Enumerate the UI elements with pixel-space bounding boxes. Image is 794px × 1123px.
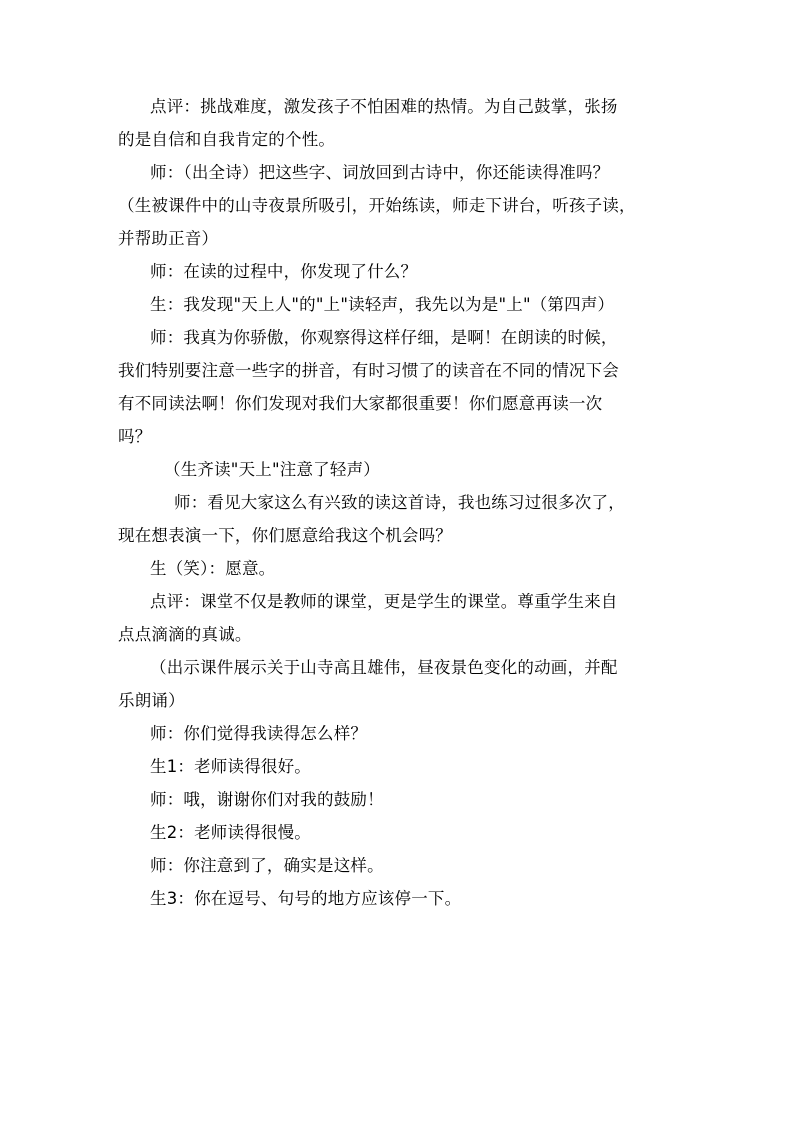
text-line: 生（笑）：愿意。 xyxy=(150,559,276,578)
text-line: 生2：老师读得很慢。 xyxy=(150,823,311,842)
text-line: 并帮助正音） xyxy=(118,229,219,248)
text-line: （出示课件展示关于山寺高且雄伟，昼夜景色变化的动画，并配 xyxy=(150,658,618,677)
text-line: 生1：老师读得很好。 xyxy=(150,757,311,776)
text-line: 点评：挑战难度，激发孩子不怕困难的热情。为自己鼓掌，张扬 xyxy=(150,97,618,116)
text-line: 点点滴滴的真诚。 xyxy=(118,625,252,644)
text-line: 生：我发现"天上人"的"上"读轻声，我先以为是"上"（第四声） xyxy=(150,295,615,314)
text-line: 乐朗诵） xyxy=(118,691,185,710)
text-line: 师：你注意到了，确实是这样。 xyxy=(150,856,384,875)
text-line: 吗？ xyxy=(118,427,152,446)
text-line: （生被课件中的山寺夜景所吸引，开始练读，师走下讲台，听孩子读， xyxy=(118,196,636,215)
text-line: 师：哦，谢谢你们对我的鼓励！ xyxy=(150,790,384,809)
text-line: 师：在读的过程中，你发现了什么？ xyxy=(150,262,418,281)
text-line: 点评：课堂不仅是教师的课堂，更是学生的课堂。尊重学生来自 xyxy=(150,592,618,611)
text-line: 师：（出全诗）把这些字、词放回到古诗中，你还能读得准吗？ xyxy=(150,163,610,182)
text-line: 生3：你在逗号、句号的地方应该停一下。 xyxy=(150,889,462,908)
text-line: 师：你们觉得我读得怎么样？ xyxy=(150,724,368,743)
text-line: 有不同读法啊！你们发现对我们大家都很重要！你们愿意再读一次 xyxy=(118,394,603,413)
body-text xyxy=(118,90,678,915)
text-line: 现在想表演一下，你们愿意给我这个机会吗？ xyxy=(118,526,452,545)
text-line: 师：看见大家这么有兴致的读这首诗，我也练习过很多次了， xyxy=(174,493,625,512)
text-line: 的是自信和自我肯定的个性。 xyxy=(118,130,336,149)
text-line: （生齐读"天上"注意了轻声） xyxy=(164,460,380,479)
text-line: 师：我真为你骄傲，你观察得这样仔细，是啊！在朗读的时候， xyxy=(150,328,618,347)
text-line: 我们特别要注意一些字的拼音，有时习惯了的读音在不同的情况下会 xyxy=(118,361,619,380)
